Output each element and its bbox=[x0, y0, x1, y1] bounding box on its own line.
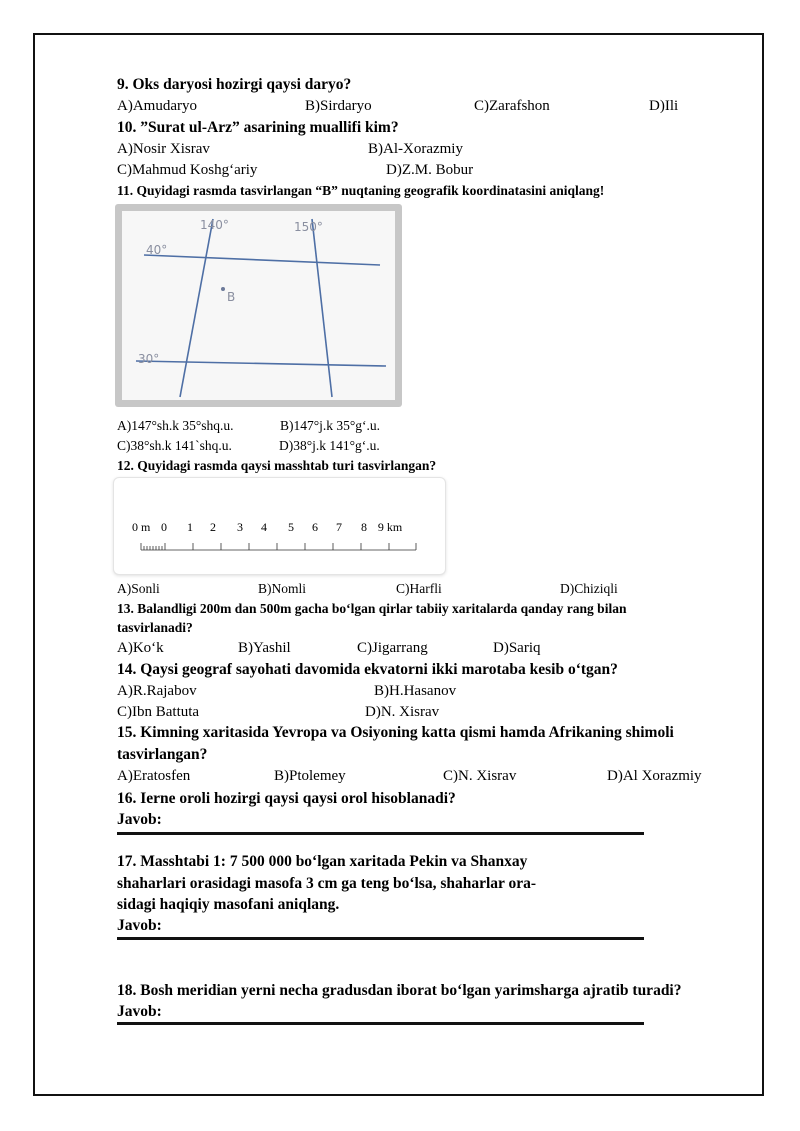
answer-line-17[interactable] bbox=[117, 937, 644, 940]
meridian-140-line bbox=[180, 219, 213, 397]
question-15-cont: tasvirlangan? bbox=[117, 746, 208, 763]
parallel-30-label: 30° bbox=[138, 352, 160, 366]
scale-tick-4: 4 bbox=[261, 520, 267, 534]
scale-tick-8: 8 bbox=[361, 520, 367, 534]
option-12c[interactable]: C)Harfli bbox=[396, 581, 442, 596]
question-17-line2: shaharlari orasidagi masofa 3 cm ga teng bo‘lsa, shaharlar ora- bbox=[117, 875, 537, 892]
option-13b[interactable]: B)Yashil bbox=[238, 640, 291, 656]
option-11a[interactable]: A)147°sh.k 35°shq.u. bbox=[117, 418, 234, 433]
scale-tick-5: 5 bbox=[288, 520, 294, 534]
answer-label-18: Javob: bbox=[117, 1003, 162, 1020]
question-13: 13. Balandligi 200m dan 500m gacha bo‘lgan qirlar tabiiy xaritalarda qanday rang bilan bbox=[117, 601, 627, 616]
answer-label-17: Javob: bbox=[117, 917, 162, 934]
option-11d[interactable]: D)38°j.k 141°g‘.u. bbox=[279, 438, 380, 453]
option-14a[interactable]: A)R.Rajabov bbox=[117, 683, 197, 699]
option-11c[interactable]: C)38°sh.k 141`shq.u. bbox=[117, 438, 232, 453]
scale-tick-9: 9 km bbox=[377, 520, 403, 534]
answer-label-16: Javob: bbox=[117, 811, 162, 828]
option-9c[interactable]: C)Zarafshon bbox=[474, 98, 550, 114]
option-11b[interactable]: B)147°j.k 35°g‘.u. bbox=[280, 418, 381, 433]
meridian-150-label: 150° bbox=[294, 220, 323, 234]
scale-bar bbox=[141, 543, 416, 550]
parallel-30-line bbox=[136, 361, 386, 366]
option-14c[interactable]: C)Ibn Battuta bbox=[117, 704, 200, 720]
scale-tick-2: 2 bbox=[210, 520, 216, 534]
point-b-marker bbox=[221, 287, 225, 291]
coordinate-grid-figure bbox=[115, 204, 402, 407]
scale-tick-1: 1 bbox=[187, 520, 193, 534]
option-10c[interactable]: C)Mahmud Koshg‘ariy bbox=[117, 162, 258, 178]
meridian-150-line bbox=[312, 219, 332, 397]
question-17-line3: sidagi haqiqiy masofani aniqlang. bbox=[117, 896, 340, 913]
option-9d[interactable]: D)Ili bbox=[649, 98, 679, 114]
question-11: 11. Quyidagi rasmda tasvirlangan “B” nuqtaning geografik koordinatasini aniqlang! bbox=[117, 183, 605, 198]
scale-tick-7: 7 bbox=[336, 520, 342, 534]
option-9b[interactable]: B)Sirdaryo bbox=[305, 98, 372, 114]
scale-left-label: 0 m bbox=[132, 520, 151, 534]
scale-tick-3: 3 bbox=[237, 520, 243, 534]
option-10b[interactable]: B)Al-Xorazmiy bbox=[368, 141, 463, 157]
scale-tick-0: 0 bbox=[161, 520, 167, 534]
option-12d[interactable]: D)Chiziqli bbox=[560, 581, 618, 596]
answer-line-18[interactable] bbox=[117, 1022, 644, 1025]
scale-tick-6: 6 bbox=[312, 520, 318, 534]
question-16: 16. Ierne oroli hozirgi qaysi qaysi orol hisoblanadi? bbox=[117, 790, 456, 807]
option-14d[interactable]: D)N. Xisrav bbox=[365, 704, 440, 720]
linear-scale-figure bbox=[113, 477, 446, 575]
question-14: 14. Qaysi geograf sayohati davomida ekvatorni ikki marotaba kesib o‘tgan? bbox=[117, 661, 618, 678]
answer-line-16[interactable] bbox=[117, 832, 644, 835]
option-12a[interactable]: A)Sonli bbox=[117, 581, 160, 596]
option-15c[interactable]: C)N. Xisrav bbox=[443, 768, 517, 784]
meridian-140-label: 140° bbox=[200, 218, 229, 232]
parallel-40-label: 40° bbox=[146, 243, 168, 257]
question-15: 15. Kimning xaritasida Yevropa va Osiyoning katta qismi hamda Afrikaning shimoli bbox=[117, 724, 674, 741]
option-13d[interactable]: D)Sariq bbox=[493, 640, 541, 656]
option-13c[interactable]: C)Jigarrang bbox=[357, 640, 428, 656]
parallel-40-line bbox=[144, 255, 380, 265]
option-15a[interactable]: A)Eratosfen bbox=[117, 768, 191, 784]
point-b-label: B bbox=[227, 290, 236, 304]
option-10d[interactable]: D)Z.M. Bobur bbox=[386, 162, 474, 178]
option-13a[interactable]: A)Ko‘k bbox=[117, 640, 164, 656]
option-15d[interactable]: D)Al Xorazmiy bbox=[607, 768, 702, 784]
question-13-cont: tasvirlanadi? bbox=[117, 620, 193, 635]
question-17: 17. Masshtabi 1: 7 500 000 bo‘lgan xaritada Pekin va Shanxay bbox=[117, 853, 528, 870]
option-10a[interactable]: A)Nosir Xisrav bbox=[117, 141, 210, 157]
question-12: 12. Quyidagi rasmda qaysi masshtab turi tasvirlangan? bbox=[117, 458, 437, 473]
option-9a[interactable]: A)Amudaryo bbox=[117, 98, 197, 114]
option-14b[interactable]: B)H.Hasanov bbox=[374, 683, 457, 699]
question-18: 18. Bosh meridian yerni necha gradusdan iborat bo‘lgan yarimsharga ajratib turadi? bbox=[117, 982, 682, 999]
option-15b[interactable]: B)Ptolemey bbox=[274, 768, 346, 784]
option-12b[interactable]: B)Nomli bbox=[258, 581, 307, 596]
question-9: 9. Oks daryosi hozirgi qaysi daryo? bbox=[117, 76, 352, 93]
question-10: 10. ”Surat ul-Arz” asarining muallifi kim? bbox=[117, 119, 399, 136]
